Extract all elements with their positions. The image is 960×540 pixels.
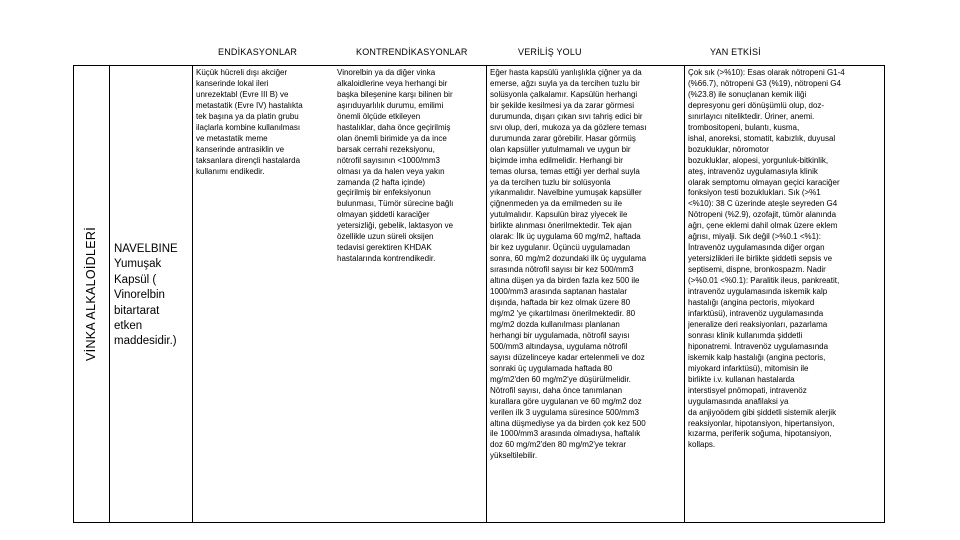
side-effects-text-line: kollaps. — [688, 440, 716, 450]
indications-cell — [196, 68, 329, 178]
indications-text-line: kanserinde antrasiklin ve — [196, 144, 285, 154]
route-text-line: verilen ilk 3 uygulama süresince 500/mm3 — [490, 407, 639, 417]
route-text-line: durumunda zarar görebilir. Hasar görmüş — [490, 133, 636, 143]
indications-text-line: unrezektabl (Evre III B) ve — [196, 89, 289, 99]
side-effects-text-line: jeneralize deri reaksiyonları, pazarlama — [688, 319, 828, 329]
route-text-line: olarak: İlk üç uygulama 60 mg/m2, haftada — [490, 232, 641, 242]
side-effects-text-line: Çok sık (>%10): Esas olarak nötropeni G1-4 — [688, 68, 845, 77]
header-contraindications: KONTRENDİKASYONLAR — [356, 47, 468, 57]
contraindications-text-line: olmayan şiddetli karaciğer — [337, 210, 430, 220]
contraindications-text-line: hastalarında kontrendikedir. — [337, 254, 436, 264]
side-effects-text-line: infarktüsü), intravenöz uygulamasında — [688, 308, 824, 318]
side-effects-text-line: yetersizlikleri ile birlikte şiddetli sepsis ve — [688, 254, 833, 264]
route-text-line: biçimde imha edilmelidir. Herhangi bir — [490, 155, 623, 165]
side-effects-text-line: trombositopeni, bulantı, kusma, — [688, 122, 800, 132]
side-effects-text-line: ishal, anoreksi, stomatit, kabızlık, duyusal — [688, 133, 836, 143]
side-effects-text-line: hiponatremi. İntravenöz uygulamasında — [688, 341, 829, 351]
side-effects-text-line: miyokard infarktüsü), mitomisin ile — [688, 363, 809, 373]
contraindications-text-line: hastalıklar, daha önce geçirilmiş — [337, 122, 451, 132]
side-effects-text-line: İntravenöz uygulamasında diğer organ — [688, 243, 825, 253]
route-text-line: kurallara göre uygulanan ve 60 mg/m2 doz — [490, 396, 642, 406]
indications-text-line: ve metastatik meme — [196, 133, 268, 143]
side-effects-text-line: ateş, intravenöz uygulamasıyla klinik — [688, 166, 818, 176]
contraindications-text-line: alkaloidlerine veya herhangi bir — [337, 78, 448, 88]
route-text-line: bir şekilde kesilmesi ya da zarar görmesi — [490, 100, 635, 110]
drug-name-line: etken — [114, 320, 143, 333]
drug-name-line: Kapsül ( — [114, 273, 157, 286]
route-text-line: Eğer hasta kapsülü yanlışlıkla çiğner ya da — [490, 68, 642, 77]
route-text-line: 500/mm3 altındaysa, uygulama nötrofil — [490, 341, 628, 351]
route-text-line: sıvı olup, deri, mukoza ya da gözlere teması — [490, 122, 647, 132]
contraindications-text-line: aşırıduyarlılık durumu, emilimi — [337, 100, 444, 110]
side-effects-text-line: Nötropeni (%2.9), ozofajit, tümör alanında — [688, 210, 837, 220]
side-effects-text-line: hastalığı (angina pectoris, miyokard — [688, 298, 815, 308]
contraindications-text-line: zamanda (2 hafta içinde) — [337, 177, 426, 187]
indications-text-line: kullanımı endikedir. — [196, 166, 265, 176]
route-text-line: mg/m2 'ye çıkartılması önerilmektedir. 80 — [490, 308, 636, 318]
side-effects-text-line: <%10): 38 C üzerinde ateşle seyreden G4 — [688, 199, 838, 209]
side-effects-text-line: da anjiyoödem gibi şiddetli sistemik alerjik — [688, 407, 837, 417]
route-text-line: sonra, 60 mg/m2 dozundaki ilk üç uygulama — [490, 254, 647, 264]
contraindications-text-line: olması ya da halen veya yakın — [337, 166, 445, 176]
route-text-line: doz 60 mg/m2'den 80 mg/m2'ye tekrar — [490, 440, 627, 450]
drug-info-table — [73, 65, 885, 523]
route-text-line: mg/m2 dozda kullanılması planlanan — [490, 319, 620, 329]
side-effects-text-line: uygulamasında anafilaksi ya — [688, 396, 789, 406]
route-text-line: mg/m2'den 60 mg/m2'ye düşürülmelidir. — [490, 374, 631, 384]
side-effects-text-line: birlikte i.v. kullanan hastalarda — [688, 374, 795, 384]
contraindications-text-line: geçirilmiş bir enfeksiyonun — [337, 188, 431, 198]
route-text-line: yükseltilebilir. — [490, 451, 538, 461]
side-effects-text-line: ağrısı, miyalji. Sık değil (>%0.1 <%1): — [688, 232, 821, 242]
side-effects-text-line: kızarma, periferik soğuma, hipotansiyon, — [688, 429, 832, 439]
contraindications-text-line: başka bileşenine karşı bilinen bir — [337, 89, 453, 99]
route-text-line: ya da tercihen tuzlu bir solüsyonla — [490, 177, 611, 187]
side-label: VİNKA ALKALOİDLERİ — [84, 227, 98, 361]
route-text-line: solüsyonla çalkalamır. Kapsülün herhangi — [490, 89, 638, 99]
route-text-line: 1000/mm3 arasında saptanan hastalar — [490, 287, 627, 297]
contraindications-text-line: Vinorelbin ya da diğer vinka — [337, 68, 436, 77]
column-divider — [109, 66, 110, 522]
side-effects-text-line: interstisyel pnömopati, intravenöz — [688, 385, 807, 395]
side-effects-cell — [688, 68, 884, 451]
header-side-effects: YAN ETKİSİ — [710, 47, 761, 57]
side-effects-text-line: ağrı, çene eklemi dahil olmak üzere eklem — [688, 221, 838, 231]
contraindications-cell — [337, 68, 490, 265]
indications-text-line: kanserinde lokal ileri — [196, 78, 269, 88]
side-effects-text-line: (>%0.01 <%0.1): Paralitik ileus, pankreatit, — [688, 276, 840, 286]
route-text-line: yıkanmalıdır. Navelbine yumuşak kapsüller — [490, 188, 642, 198]
contraindications-text-line: özellikle uzun süreli oksijen — [337, 232, 434, 242]
route-text-line: birlikte alınması önerilmektedir. Tek ajan — [490, 221, 632, 231]
indications-text-line: taksanlara dirençli hastalarda — [196, 155, 301, 165]
contraindications-text-line: tedavisi gerektiren KHDAK — [337, 243, 432, 253]
drug-name-line: Yumuşak — [114, 258, 162, 271]
contraindications-text-line: barsak cerrahi rezeksiyonu, — [337, 144, 435, 154]
route-text-line: sırasında nötrofil sayısı bir kez 500/mm3 — [490, 265, 634, 275]
contraindications-text-line: önemli ölçüde etkileyen — [337, 111, 421, 121]
drug-name-line: Vinorelbin — [114, 289, 165, 302]
route-text-line: dışında, haftada bir kez olmak üzere 80 — [490, 298, 631, 308]
side-effects-text-line: septisemi, dispne, bronkospazm. Nadir — [688, 265, 826, 275]
column-divider — [192, 66, 193, 522]
contraindications-text-line: olan önemli birimide ya da ince — [337, 133, 447, 143]
contraindications-text-line: yetersizliği, gebelik, laktasyon ve — [337, 221, 454, 231]
drug-name-line: NAVELBINE — [114, 243, 178, 255]
route-text-line: sayısı düzelinceye kadar ertelenmeli ve doz — [490, 352, 645, 362]
side-effects-text-line: depresyonu geri dönüşümlü olup, doz- — [688, 100, 825, 110]
side-effects-text-line: sonrası klinik kullanımda şiddetli — [688, 330, 803, 340]
side-effects-text-line: (%66.7), nötropeni G3 (%19), nötropeni G4 — [688, 78, 841, 88]
route-cell — [490, 68, 684, 462]
route-text-line: altına düşmediyse ya da birden çok kez 500 — [490, 418, 646, 428]
column-divider — [684, 66, 685, 522]
side-effects-text-line: bozukluklar, alopesi, yorgunluk-bitkinlik, — [688, 155, 829, 165]
route-text-line: olan kapsüller yutulmamalı ve uygun bir — [490, 144, 631, 154]
route-text-line: sonraki üç uygulamada haftada 80 — [490, 363, 613, 373]
side-effects-text-line: sınırlayıcı niteliktedir. Üriner, anemi. — [688, 111, 815, 121]
side-effects-text-line: (%23.8) ile sonuçlanan kemik iliği — [688, 89, 807, 99]
route-text-line: herhangi bir uygulamada, nötrofil sayısı — [490, 330, 630, 340]
side-effects-text-line: fonksiyon testi bozuklukları. Sık (>%1 — [688, 188, 821, 198]
contraindications-text-line: bulunması, Tümör sürecine bağlı — [337, 199, 454, 209]
route-text-line: altına düşen ya da birden fazla kez 500 ile — [490, 276, 640, 286]
side-effects-text-line: bozukluklar, nöromotor — [688, 144, 769, 154]
side-effects-text-line: iskemik kalp hastalığı (angina pectoris, — [688, 352, 826, 362]
header-indications: ENDİKASYONLAR — [218, 47, 298, 57]
header-route: VERİLİŞ YOLU — [518, 47, 582, 57]
indications-text-line: Küçük hücreli dışı akciğer — [196, 68, 288, 77]
side-effects-text-line: reaksiyonlar, hipotansiyon, hipertansiyon, — [688, 418, 835, 428]
side-effects-text-line: intravenöz uygulamasında iskemik kalp — [688, 287, 828, 297]
route-text-line: Nötrofil sayısı, daha önce tanımlanan — [490, 385, 623, 395]
side-label-cell — [74, 66, 109, 522]
contraindications-text-line: nötrofil sayısının <1000/mm3 — [337, 155, 440, 165]
drug-name-cell — [114, 242, 192, 350]
route-text-line: bir kez uygulanır. Üçüncü uygulamadan — [490, 243, 631, 253]
route-text-line: durumunda, dışarı çıkan sıvı tahriş edici bir — [490, 111, 643, 121]
route-text-line: temas olursa, temas ettiği yer derhal suyla — [490, 166, 640, 176]
indications-text-line: metastatik (Evre IV) hastalıkta — [196, 100, 303, 110]
route-text-line: emerse, ağzı suyla ya da tercihen tuzlu bir — [490, 78, 640, 88]
route-text-line: ile 1000/mm3 arasında olmadıysa, haftalık — [490, 429, 641, 439]
drug-name-line: bitartarat — [114, 304, 160, 317]
route-text-line: yutulmalıdır. Kapsulün biraz yiyecek ile — [490, 210, 628, 220]
indications-text-line: tek başına ya da platin grubu — [196, 111, 299, 121]
drug-name-line: maddesidir.) — [114, 335, 177, 348]
route-text-line: çiğnenmeden ya da emilmeden su ile — [490, 199, 623, 209]
side-effects-text-line: olarak semptomu olmayan geçici karaciğer — [688, 177, 840, 187]
indications-text-line: ilaçlarla kombine kullanılması — [196, 122, 301, 132]
